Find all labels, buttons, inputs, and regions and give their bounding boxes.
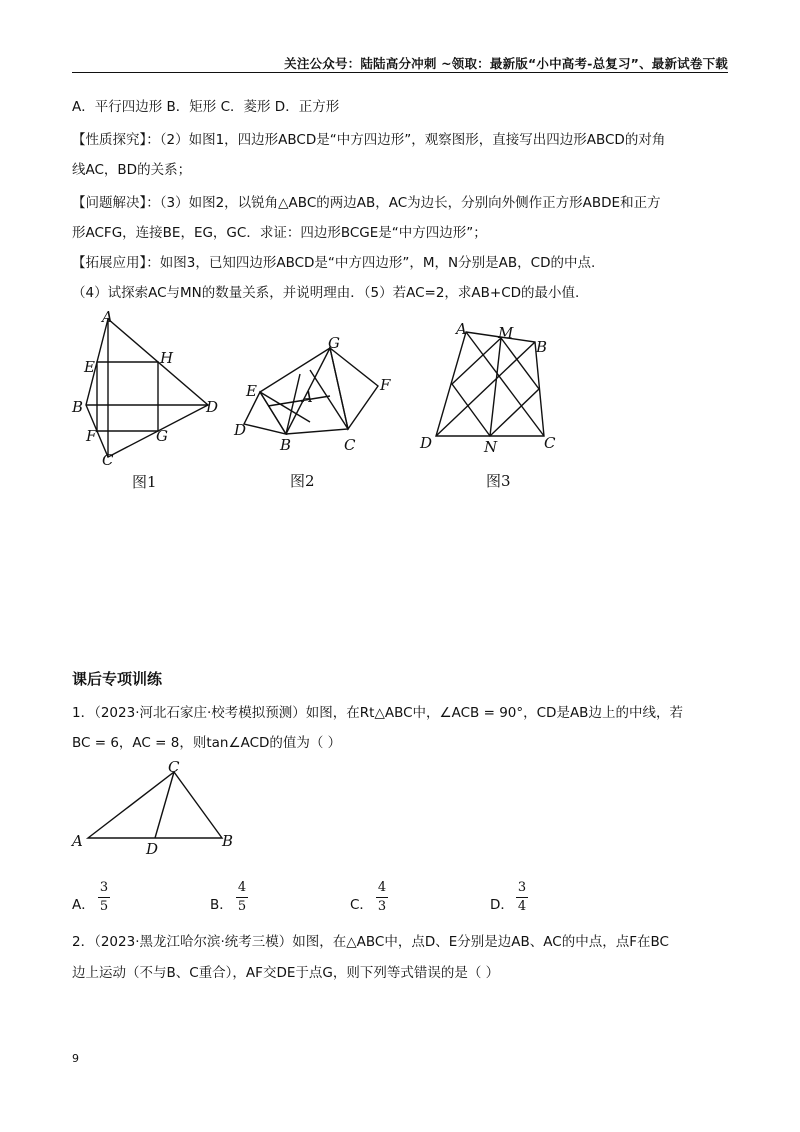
fig2-label-f: F [380, 376, 391, 394]
problem-solving-line-cont: 形ACFG，连接BE，EG，GC．求证：四边形BCGE是“中方四边形”； [72, 225, 487, 241]
denominator: 5 [99, 899, 109, 914]
problem-solving-line: 【问题解决】：（3）如图2，以锐角△ABC的两边AB，AC为边长，分别向外侧作正方形ABDE和正方 [72, 195, 661, 211]
figure-3 [410, 318, 570, 496]
figure-2 [228, 326, 408, 496]
q1-label-d: D [146, 840, 159, 858]
fig1-label-d: D [206, 398, 219, 416]
fig1-label-b: B [72, 398, 84, 416]
q1-label-c: C [168, 758, 180, 776]
fraction-bar [98, 897, 110, 898]
q2-line-2: 边上运动（不与B、C重合），AF交DE于点G，则下列等式错误的是（ ） [72, 965, 500, 981]
answer-options-line: A．平行四边形 B．矩形 C．菱形 D．正方形 [72, 99, 340, 115]
fig2-label-e: E [246, 382, 257, 400]
fig2-label-c: C [344, 436, 356, 454]
denominator: 4 [517, 899, 527, 914]
fig1-label-e: E [84, 358, 95, 376]
fig1-label-a: A [102, 308, 113, 326]
q1-line-2: BC = 6，AC = 8，则tan∠ACD的值为（ ） [72, 735, 342, 751]
option-label: C． [350, 897, 373, 913]
fig3-label-d: D [420, 434, 433, 452]
figure-1 [68, 305, 238, 495]
fraction-bar [516, 897, 528, 898]
numerator: 3 [517, 880, 527, 895]
fig3-label-c: C [544, 434, 556, 452]
fig3-label-b: B [536, 338, 548, 356]
option-label: D． [490, 897, 514, 913]
numerator: 4 [377, 880, 387, 895]
fig1-label-c: C [102, 451, 114, 469]
fig1-caption: 图1 [132, 473, 157, 491]
q1-label-b: B [222, 832, 234, 850]
q1-line-1: 1．（2023·河北石家庄·校考模拟预测）如图，在Rt△ABC中，∠ACB = 90°，CD是AB边上的中线，若 [72, 705, 683, 721]
fig3-label-n: N [484, 438, 498, 456]
option-label: B． [210, 897, 233, 913]
q1-label-a: A [72, 832, 83, 850]
option-fraction [98, 880, 110, 914]
numerator: 3 [99, 880, 109, 895]
fig2-label-b: B [280, 436, 292, 454]
option-fraction [236, 880, 248, 914]
fig3-label-m: M [498, 324, 514, 342]
section-title: 课后专项训练 [72, 670, 163, 688]
q2-line-1: 2．（2023·黑龙江哈尔滨·统考三模）如图，在△ABC中，点D、E分别是边AB、AC的中点，点F在BC [72, 934, 669, 950]
option-label: A． [72, 897, 95, 913]
extension-questions-line: （4）试探索AC与MN的数量关系，并说明理由．（5）若AC=2，求AB+CD的最小值. [72, 285, 580, 301]
property-inquiry-line: 【性质探究】：（2）如图1，四边形ABCD是“中方四边形”，观察图形，直接写出四边形ABCD的对角 [72, 132, 666, 148]
page-number: 9 [72, 1052, 79, 1065]
fig1-label-h: H [160, 349, 174, 367]
page-header [72, 52, 728, 73]
property-inquiry-line-cont: 线AC，BD的关系； [72, 162, 192, 178]
fig3-caption: 图3 [486, 472, 511, 490]
fraction-bar [236, 897, 248, 898]
option-fraction [516, 880, 528, 914]
extension-line: 【拓展应用】：如图3，已知四边形ABCD是“中方四边形”，M，N分别是AB，CD的中点. [72, 255, 596, 271]
numerator: 4 [237, 880, 247, 895]
header-text: 关注公众号：陆陆高分冲刺 ~领取：最新版“小中高考-总复习”、最新试卷下载 [284, 56, 728, 71]
fig2-label-a: A [302, 388, 313, 406]
fraction-bar [376, 897, 388, 898]
fig2-label-g: G [328, 334, 340, 352]
fig1-label-g: G [156, 427, 168, 445]
option-fraction [376, 880, 388, 914]
fig1-label-f: F [86, 427, 97, 445]
denominator: 5 [237, 899, 247, 914]
fig2-caption: 图2 [290, 472, 315, 490]
q1-figure [70, 758, 250, 858]
fig3-label-a: A [456, 320, 467, 338]
fig2-label-d: D [234, 421, 247, 439]
denominator: 3 [377, 899, 387, 914]
